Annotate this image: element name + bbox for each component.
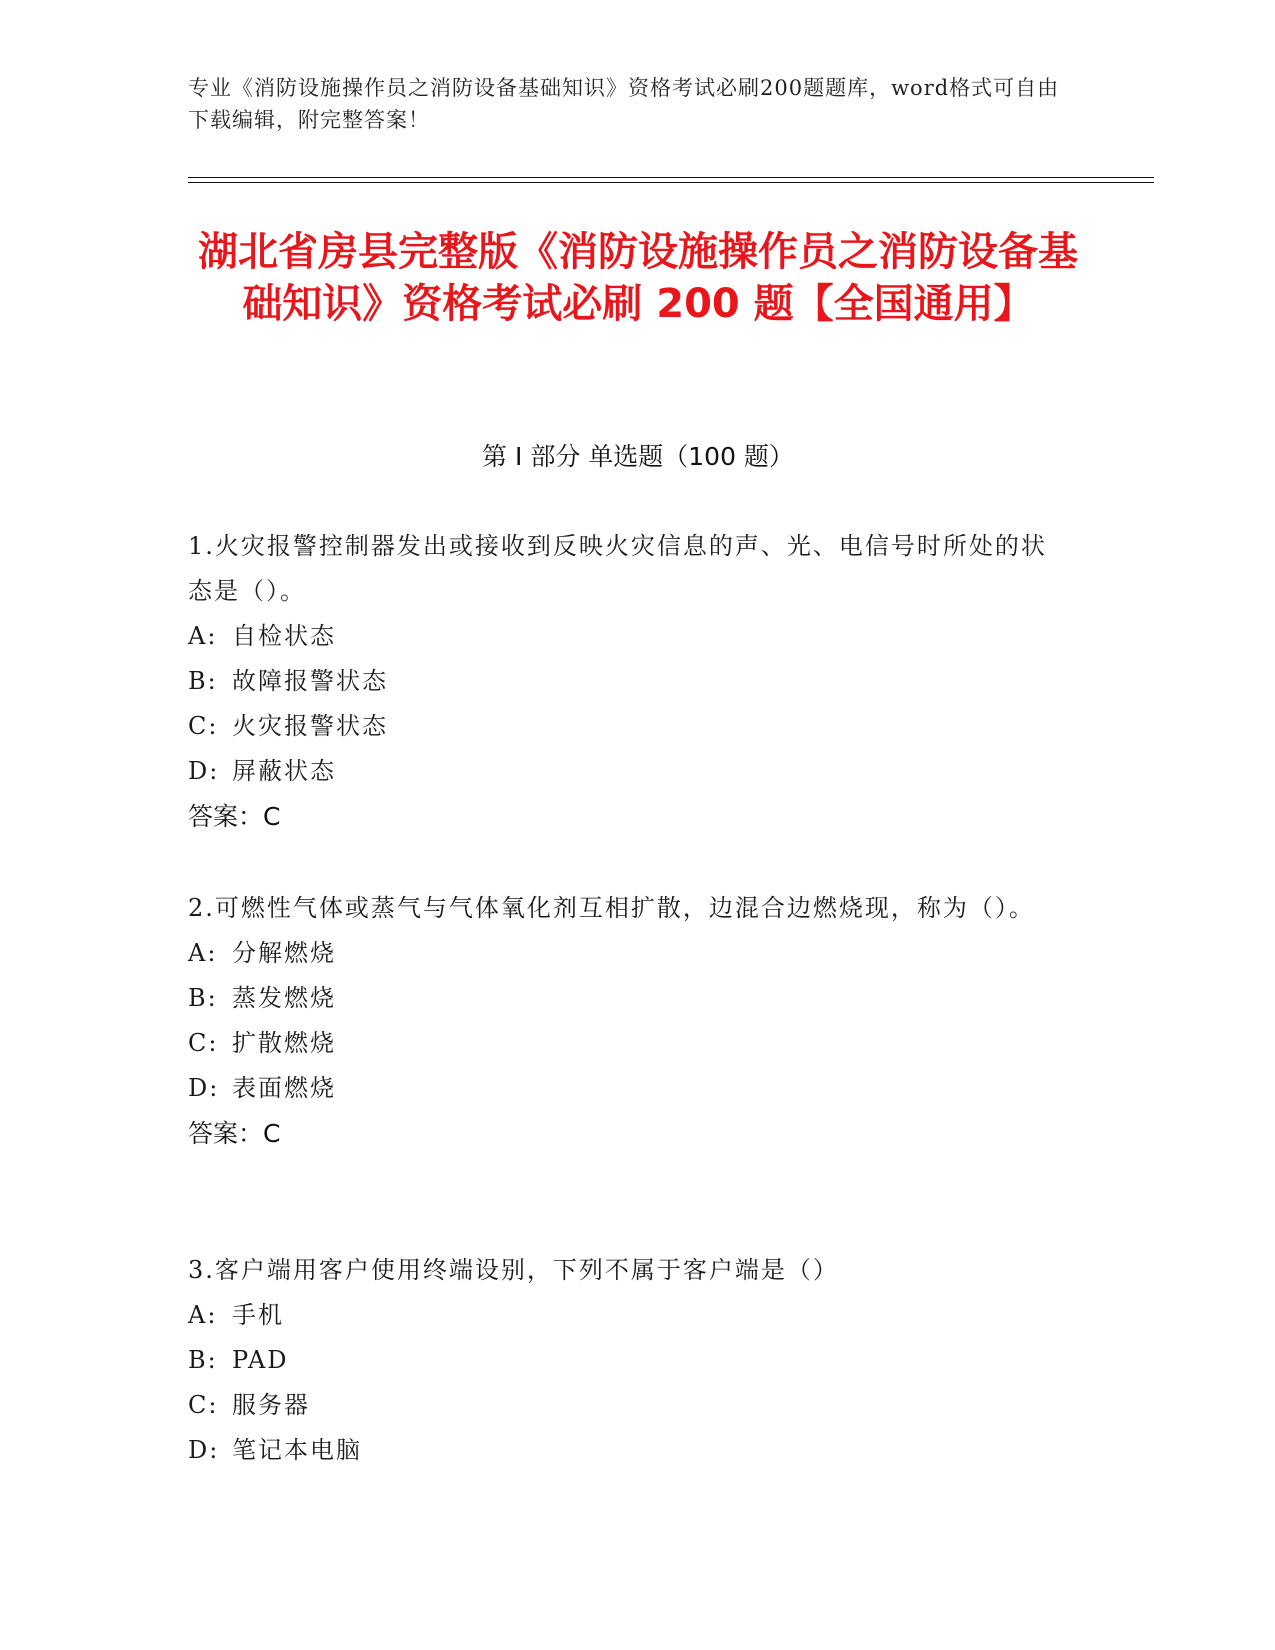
- document-title: 湖北省房县完整版《消防设施操作员之消防设备基础知识》资格考试必刷 200 题【全国通用】: [198, 229, 1078, 327]
- option-text: 手机: [232, 1301, 284, 1329]
- option-text: 自检状态: [232, 622, 336, 650]
- option-text: 扩散燃烧: [232, 1029, 336, 1057]
- header-rule-bottom: [188, 182, 1154, 183]
- question-stem: 3.客户端用客户使用终端设别，下列不属于客户端是（）: [188, 1256, 839, 1284]
- question-option-a: [188, 931, 1068, 976]
- option-label: D:: [188, 757, 220, 785]
- question-stem: 1.火灾报警控制器发出或接收到反映火灾信息的声、光、电信号时所处的状态是（）。: [188, 532, 1047, 605]
- option-label: A:: [188, 1301, 218, 1329]
- question-option-b: [188, 1338, 1068, 1383]
- question-1: [188, 524, 1068, 839]
- question-option-d: [188, 1428, 1068, 1473]
- option-text: PAD: [232, 1346, 289, 1374]
- question-2: [188, 886, 1068, 1156]
- option-text: 表面燃烧: [232, 1074, 336, 1102]
- option-label: B:: [188, 667, 218, 695]
- option-label: A:: [188, 622, 218, 650]
- question-stem: 2.可燃性气体或蒸气与气体氧化剂互相扩散，边混合边燃烧现，称为（）。: [188, 894, 1035, 922]
- header-note: 专业《消防设施操作员之消防设备基础知识》资格考试必刷200题题库，word格式可自由下载编辑，附完整答案！: [188, 76, 1060, 132]
- question-option-c: [188, 1021, 1068, 1066]
- option-label: A:: [188, 939, 218, 967]
- option-text: 笔记本电脑: [232, 1436, 362, 1464]
- option-label: B:: [188, 984, 218, 1012]
- option-label: D:: [188, 1436, 220, 1464]
- option-text: 蒸发燃烧: [232, 984, 336, 1012]
- question-option-b: [188, 976, 1068, 1021]
- option-text: 故障报警状态: [232, 667, 388, 695]
- question-option-c: [188, 704, 1068, 749]
- question-option-d: [188, 1066, 1068, 1111]
- option-text: 屏蔽状态: [232, 757, 336, 785]
- option-text: 服务器: [232, 1391, 310, 1419]
- question-option-a: [188, 614, 1068, 659]
- option-text: 分解燃烧: [232, 939, 336, 967]
- option-text: 火灾报警状态: [232, 712, 388, 740]
- question-option-c: [188, 1383, 1068, 1428]
- header-rule-top: [188, 177, 1154, 178]
- option-label: C:: [188, 1029, 219, 1057]
- option-label: C:: [188, 1391, 219, 1419]
- option-label: B:: [188, 1346, 218, 1374]
- question-3: [188, 1248, 1068, 1473]
- question-answer: 答案：C: [188, 1119, 281, 1148]
- option-label: C:: [188, 712, 219, 740]
- section-heading: 第 I 部分 单选题（100 题）: [482, 442, 794, 471]
- question-answer: 答案：C: [188, 802, 281, 831]
- option-label: D:: [188, 1074, 220, 1102]
- question-option-b: [188, 659, 1068, 704]
- question-option-a: [188, 1293, 1068, 1338]
- question-option-d: [188, 749, 1068, 794]
